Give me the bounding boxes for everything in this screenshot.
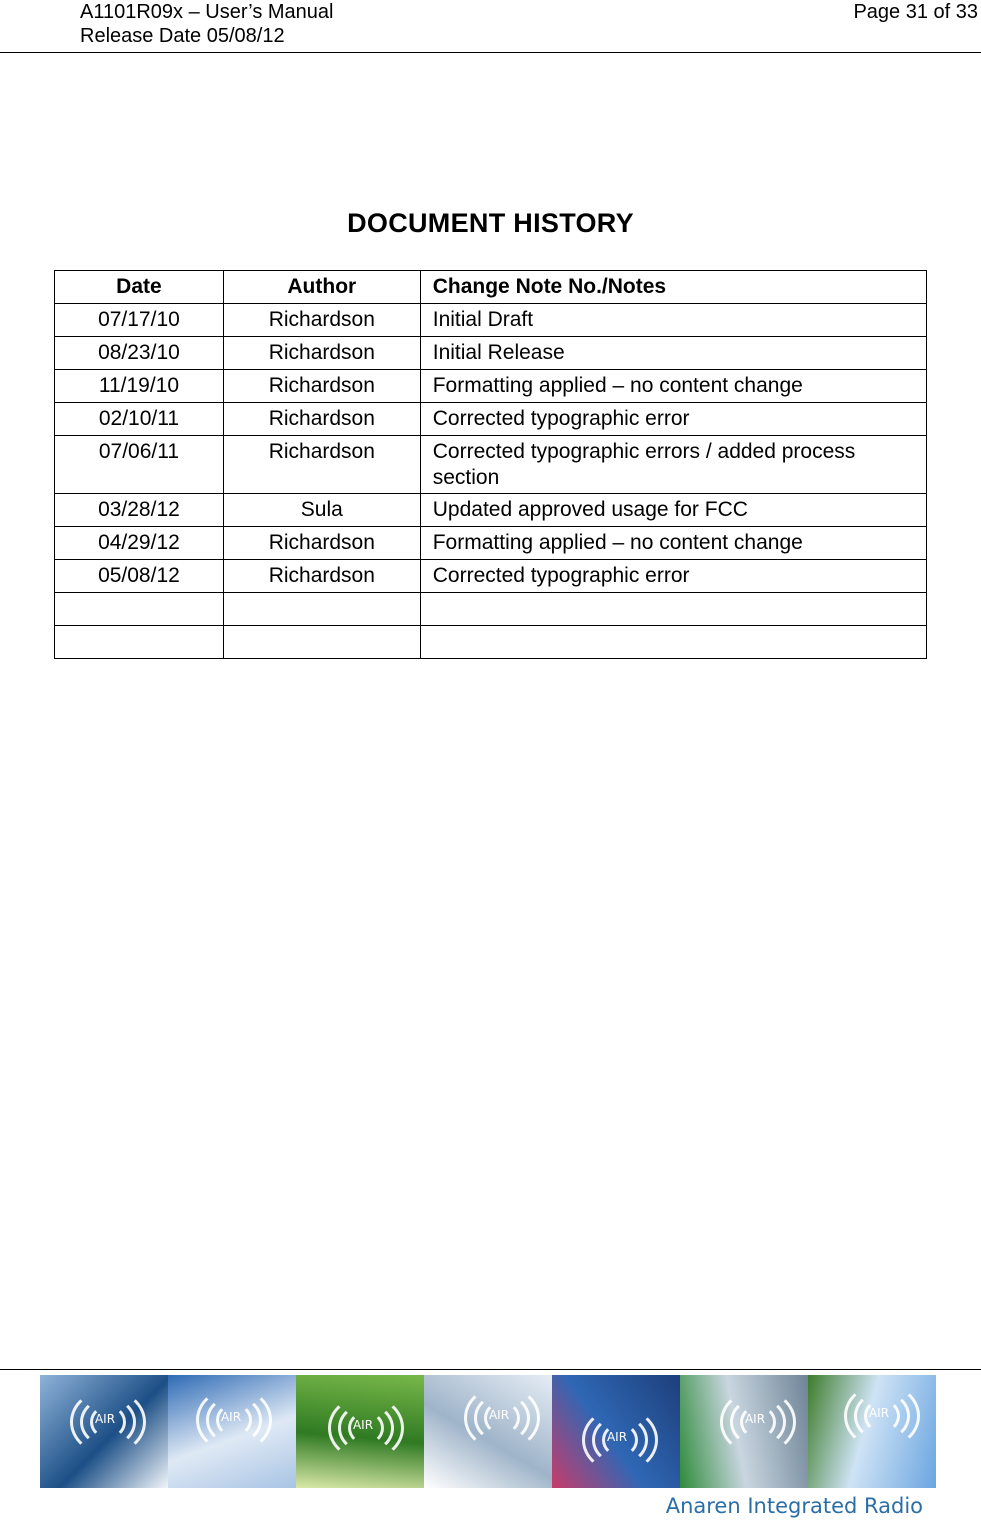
brand-logo-text: Anaren Integrated Radio: [665, 1494, 923, 1518]
air-label: AIR: [488, 1408, 510, 1422]
air-signal-icon: [844, 1383, 914, 1443]
notes-cell: Formatting applied – no content change: [420, 370, 926, 403]
author-cell: Sula: [223, 494, 420, 527]
author-cell: Richardson: [223, 527, 420, 560]
photo-panel-windsurfer: [552, 1375, 680, 1488]
page-number: Page 31 of 33: [853, 1, 978, 23]
photo-panel-skateboarder: [40, 1375, 168, 1488]
photo-panel-kayaker: [680, 1375, 808, 1488]
photo-panel-rollerblader: [808, 1375, 936, 1488]
document-history-table: [54, 270, 927, 659]
section-title: DOCUMENT HISTORY: [347, 208, 634, 238]
table-row: [55, 626, 927, 659]
table-row: [55, 337, 927, 370]
table-body: [55, 304, 927, 659]
table-row: [55, 494, 927, 527]
notes-cell: [420, 626, 926, 659]
air-signal-icon: [70, 1389, 140, 1449]
air-signal-icon: [196, 1387, 266, 1447]
notes-cell: Formatting applied – no content change: [420, 527, 926, 560]
air-label: AIR: [94, 1412, 116, 1426]
table-row: [55, 436, 927, 494]
air-signal-icon: [328, 1395, 398, 1455]
air-label: AIR: [606, 1430, 628, 1444]
notes-cell: Corrected typographic error: [420, 403, 926, 436]
photo-panel-mountain-biker: [296, 1375, 424, 1488]
footer-divider: [0, 1369, 981, 1370]
photo-panel-snowboarder: [424, 1375, 552, 1488]
column-header-notes: Change Note No./Notes: [420, 271, 926, 304]
date-cell: [55, 626, 224, 659]
author-cell: Richardson: [223, 370, 420, 403]
date-cell: 03/28/12: [55, 494, 224, 527]
air-signal-icon: [582, 1407, 652, 1467]
table-header-row: [55, 271, 927, 304]
author-cell: Richardson: [223, 560, 420, 593]
release-date: Release Date 05/08/12: [80, 25, 285, 47]
notes-cell: [420, 593, 926, 626]
author-cell: Richardson: [223, 337, 420, 370]
table-row: [55, 304, 927, 337]
date-cell: 05/08/12: [55, 560, 224, 593]
table-row: [55, 527, 927, 560]
date-cell: 11/19/10: [55, 370, 224, 403]
column-header-author: Author: [223, 271, 420, 304]
footer-photo-strip: [40, 1375, 936, 1488]
air-label: AIR: [868, 1406, 890, 1420]
table-row: [55, 403, 927, 436]
notes-cell: Initial Release: [420, 337, 926, 370]
date-cell: [55, 593, 224, 626]
air-label: AIR: [744, 1412, 766, 1426]
photo-panel-skier: [168, 1375, 296, 1488]
air-signal-icon: [464, 1385, 534, 1445]
notes-cell: Corrected typographic errors / added process section: [420, 436, 926, 494]
author-cell: [223, 593, 420, 626]
author-cell: Richardson: [223, 403, 420, 436]
document-title: A1101R09x – User’s Manual: [80, 1, 334, 23]
page-header: [0, 0, 981, 53]
date-cell: 07/17/10: [55, 304, 224, 337]
table-row: [55, 370, 927, 403]
author-cell: Richardson: [223, 436, 420, 494]
air-signal-icon: [720, 1389, 790, 1449]
date-cell: 08/23/10: [55, 337, 224, 370]
date-cell: 07/06/11: [55, 436, 224, 494]
author-cell: Richardson: [223, 304, 420, 337]
notes-cell: Updated approved usage for FCC: [420, 494, 926, 527]
column-header-date: Date: [55, 271, 224, 304]
author-cell: [223, 626, 420, 659]
table-row: [55, 593, 927, 626]
air-label: AIR: [220, 1410, 242, 1424]
notes-cell: Initial Draft: [420, 304, 926, 337]
date-cell: 02/10/11: [55, 403, 224, 436]
notes-cell: Corrected typographic error: [420, 560, 926, 593]
table-row: [55, 560, 927, 593]
date-cell: 04/29/12: [55, 527, 224, 560]
air-label: AIR: [352, 1418, 374, 1432]
